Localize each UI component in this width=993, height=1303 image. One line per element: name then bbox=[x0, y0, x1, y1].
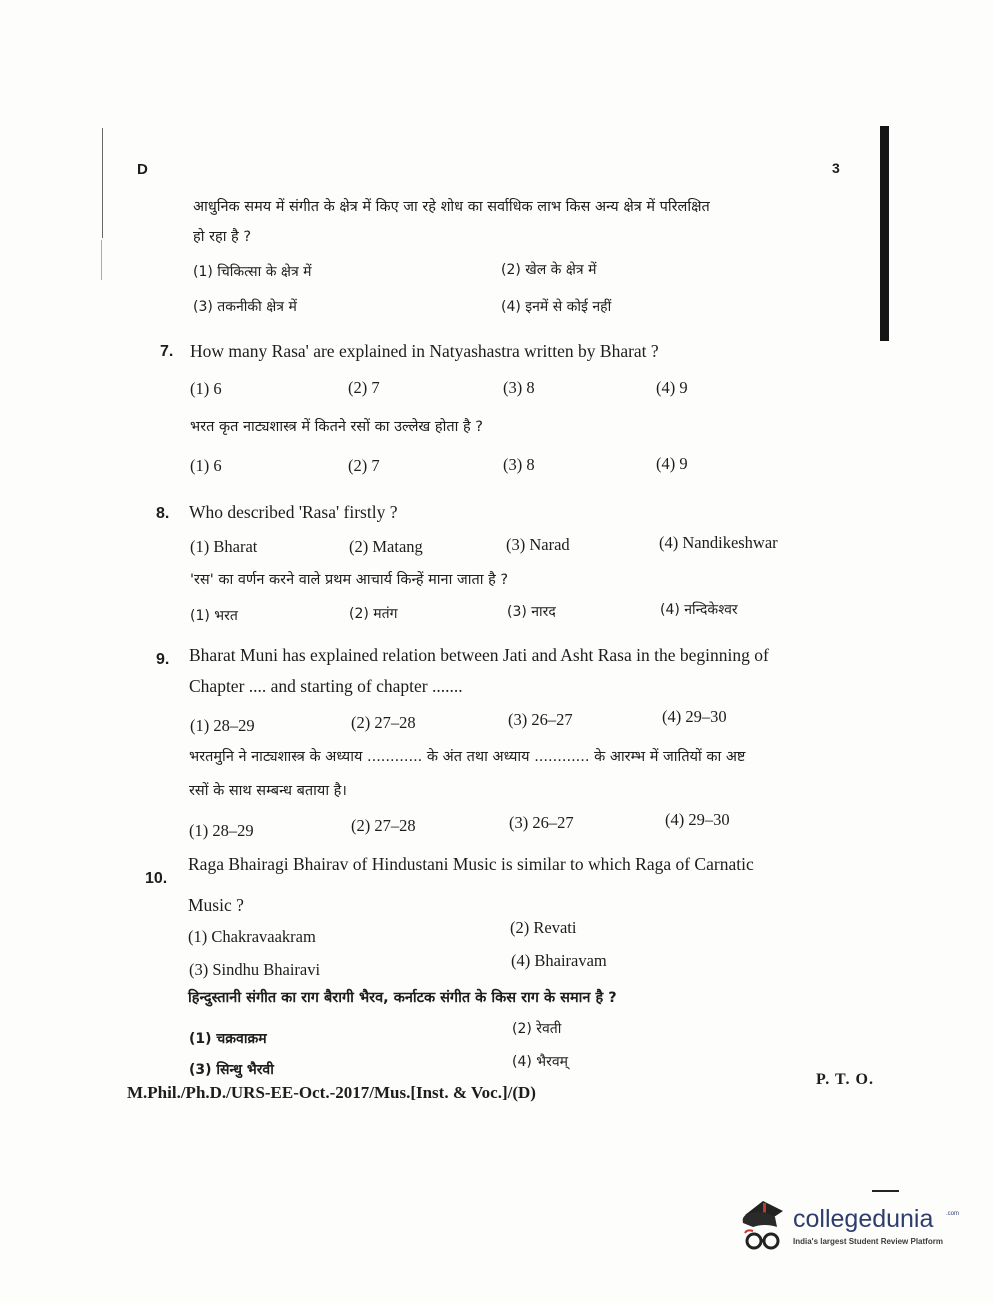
q10-option-hi-3: (3) सिन्धु भैरवी bbox=[189, 1062, 274, 1078]
collegedunia-watermark bbox=[735, 1193, 965, 1263]
q10-option-hi-1: (1) चक्रवाक्रम bbox=[189, 1031, 267, 1047]
scan-dash-mark bbox=[872, 1190, 899, 1192]
brand-name: collegedunia bbox=[793, 1205, 934, 1233]
q9-english-line1: Bharat Muni has explained relation between Jati and Asht Rasa in the beginning of bbox=[189, 645, 769, 665]
q6-option-4: (4) इनमें से कोई नहीं bbox=[501, 299, 612, 315]
mascot-icon bbox=[735, 1193, 791, 1257]
q7-option-en-1: (1) 6 bbox=[190, 379, 222, 398]
q10-english-line1: Raga Bhairagi Bhairav of Hindustani Music is similar to which Raga of Carnatic bbox=[188, 854, 754, 874]
q8-english: Who described 'Rasa' firstly ? bbox=[189, 502, 398, 522]
q9-option-en-2: (2) 27–28 bbox=[351, 713, 416, 732]
q7-hindi: भरत कृत नाट्यशास्त्र में कितने रसों का उल्लेख होता है ? bbox=[190, 419, 483, 435]
q6-hindi-line2: हो रहा है ? bbox=[193, 229, 252, 245]
q7-option-hi-2: (2) 7 bbox=[348, 456, 380, 475]
q7-option-en-3: (3) 8 bbox=[503, 378, 535, 397]
q8-option-hi-3: (3) नारद bbox=[507, 604, 556, 620]
q9-option-hi-1: (1) 28–29 bbox=[189, 821, 254, 840]
q8-option-hi-4: (4) नन्दिकेश्वर bbox=[660, 602, 738, 618]
q7-option-en-2: (2) 7 bbox=[348, 378, 380, 397]
q9-english-line2: Chapter .... and starting of chapter ....... bbox=[189, 676, 463, 696]
q7-number: 7. bbox=[160, 343, 174, 360]
paper-code-footer: M.Phil./Ph.D./URS-EE-Oct.-2017/Mus.[Inst. & Voc.]/(D) bbox=[127, 1083, 536, 1102]
q6-hindi-line1: आधुनिक समय में संगीत के क्षेत्र में किए जा रहे शोध का सर्वाधिक लाभ किस अन्य क्षेत्र में परिलक्षित bbox=[193, 199, 710, 215]
q9-hindi-line1: भरतमुनि ने नाट्यशास्त्र के अध्याय ............ के अंत तथा अध्याय ............ के आरम्भ में जातियों का अष्ट bbox=[189, 749, 746, 765]
q8-option-hi-1: (1) भरत bbox=[190, 608, 238, 624]
brand-domain: .com bbox=[946, 1211, 960, 1217]
q9-option-hi-2: (2) 27–28 bbox=[351, 816, 416, 835]
q10-option-en-1: (1) Chakravaakram bbox=[188, 927, 316, 946]
q7-option-en-4: (4) 9 bbox=[656, 378, 688, 397]
q7-english: How many Rasa' are explained in Natyashastra written by Bharat ? bbox=[190, 341, 659, 361]
q10-option-en-2: (2) Revati bbox=[510, 918, 577, 937]
q9-option-hi-3: (3) 26–27 bbox=[509, 813, 574, 832]
q9-hindi-line2: रसों के साथ सम्बन्ध बताया है। bbox=[189, 783, 347, 799]
q7-option-hi-3: (3) 8 bbox=[503, 455, 535, 474]
q10-option-hi-2: (2) रेवती bbox=[512, 1021, 562, 1037]
q8-option-en-4: (4) Nandikeshwar bbox=[659, 533, 778, 552]
q8-option-en-2: (2) Matang bbox=[349, 537, 423, 556]
q8-option-en-1: (1) Bharat bbox=[190, 537, 258, 556]
scan-margin-line bbox=[102, 128, 103, 238]
q9-number: 9. bbox=[156, 651, 170, 668]
q10-english-line2: Music ? bbox=[188, 895, 244, 915]
q8-number: 8. bbox=[156, 505, 170, 522]
scan-edge-mark bbox=[880, 126, 889, 341]
q10-option-en-4: (4) Bhairavam bbox=[511, 951, 607, 970]
q8-hindi: 'रस' का वर्णन करने वाले प्रथम आचार्य किन्हें माना जाता है ? bbox=[190, 572, 509, 588]
q10-number: 10. bbox=[145, 870, 168, 887]
page-number: 3 bbox=[832, 160, 840, 176]
pto-label: P. T. O. bbox=[816, 1071, 874, 1088]
q9-option-en-3: (3) 26–27 bbox=[508, 710, 573, 729]
q10-option-en-3: (3) Sindhu Bhairavi bbox=[189, 960, 321, 979]
q7-option-hi-4: (4) 9 bbox=[656, 454, 688, 473]
q6-option-3: (3) तकनीकी क्षेत्र में bbox=[193, 299, 297, 315]
q8-option-hi-2: (2) मतंग bbox=[349, 606, 398, 622]
q10-option-hi-4: (4) भैरवम् bbox=[512, 1054, 569, 1070]
q10-hindi: हिन्दुस्तानी संगीत का राग बैरागी भैरव, कर्नाटक संगीत के किस राग के समान है ? bbox=[188, 990, 617, 1006]
q6-option-2: (2) खेल के क्षेत्र में bbox=[501, 262, 597, 278]
scan-margin-line bbox=[101, 240, 102, 280]
q9-option-en-1: (1) 28–29 bbox=[190, 716, 255, 735]
brand-tagline: India's largest Student Review Platform bbox=[793, 1237, 943, 1246]
q9-option-hi-4: (4) 29–30 bbox=[665, 810, 730, 829]
series-label: D bbox=[137, 161, 148, 178]
q8-option-en-3: (3) Narad bbox=[506, 535, 570, 554]
q6-option-1: (1) चिकित्सा के क्षेत्र में bbox=[193, 264, 312, 280]
q9-option-en-4: (4) 29–30 bbox=[662, 707, 727, 726]
q7-option-hi-1: (1) 6 bbox=[190, 456, 222, 475]
